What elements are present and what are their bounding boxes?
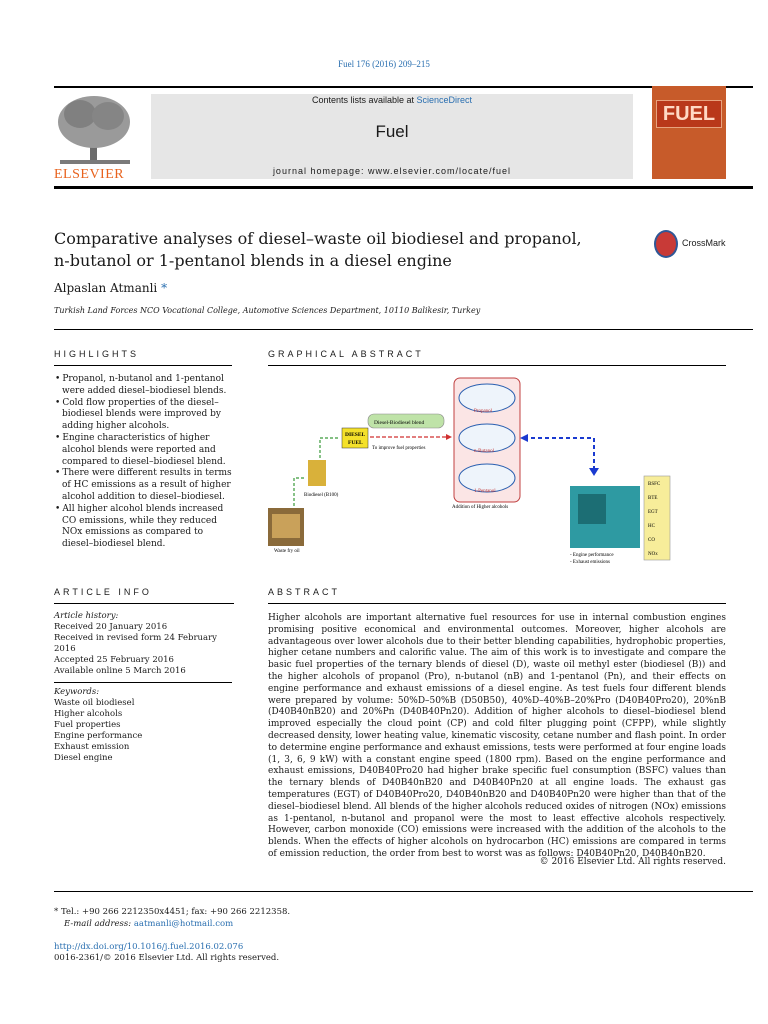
- publisher-name: ELSEVIER: [54, 167, 125, 182]
- footnote-rule: [54, 891, 753, 892]
- abstract-rule: [268, 603, 726, 604]
- keywords-rule: [54, 682, 232, 683]
- butanol-label: n-Butanol: [474, 449, 494, 454]
- article-info: [54, 611, 234, 764]
- abstract-text: Higher alcohols are important alternative fuel resources for use in internal combustion engines promising positive economical and environmental outcomes. Moreover, higher alcohols are advantageous over lower alcohols due to their better blending capabilities, hydrophobic properties, higher cetane numbers and calorific value. The aim of this work is to investigate and compare the basic fuel properties of the ternary blends of diesel (D), waste oil methyl ester (biodiesel (B)) and the higher alcohols of propanol (Pro), n-butanol (nB) and 1-pentanol (Pn), and their effects on engine performance and exhaust emissions of a diesel engine. As test fuels four different blends were prepared by volume: 50%D–50%B (D50B50), 40%D–40%B–20%Pro (D40B40Pro20), 20%nB (D40B40nB20) and 20%Pn (D40B40Pn20). Addition of higher alcohols to diesel–biodiesel blend improved especially the cloud point (CP) and cold filter plugging point (CFPP), while slightly decreased density, lower heating value, kinematic viscosity, cetane number and flash point. In order to determine engine performance and exhaust emissions, tests were performed at four engine loads (1, 3, 6, 9 kW) with a constant engine speed (1800 rpm). Based on the engine performance and exhaust emissions, D40B40Pro20 had higher brake specific fuel consumption (BSFC) values than the ternary blends of D40B40nB20 and D40B40Pn20 at all engine loads. The exhaust gas temperatures (EGT) of D40B40Pro20, D40B40nB20 and D40B40Pn20 were higher than that of the diesel–biodiesel blend. All blends of the higher alcohols reduced oxides of nitrogen (NOx) emissions as 1-pentanol, n-butanol and propanol were the most to least effective alcohols respectively. However, carbon monoxide (CO) emissions were increased with the addition of the alcohols to the blends. When the effects of higher alcohols on hydrocarbon (HC) emissions are compared in terms of emission reduction, the order from best to worst was as follows: D40B40Pn20, D40B40nB20.: [268, 613, 726, 859]
- outputs-box: [644, 476, 670, 560]
- exhaust-label: - Exhaust emissions: [570, 560, 610, 565]
- keyword: Waste oil biodiesel: [54, 698, 135, 708]
- output-item: CO: [648, 538, 655, 543]
- keywords-label: Keywords:: [54, 687, 100, 697]
- addition-label: Addition of Higher alcohols: [452, 505, 509, 510]
- section-rule: [54, 329, 753, 330]
- keyword: Engine performance: [54, 731, 143, 741]
- title-line-2: n-butanol or 1-pentanol blends in a diesel engine: [54, 251, 452, 270]
- journal-homepage[interactable]: journal homepage: www.elsevier.com/locate/fuel: [272, 166, 512, 176]
- keyword: Fuel properties: [54, 720, 121, 730]
- title-line-1: Comparative analyses of diesel–waste oil biodiesel and propanol,: [54, 229, 582, 248]
- contents-line: Contents lists available at ScienceDirect: [311, 95, 473, 105]
- output-item: HC: [648, 524, 655, 529]
- output-item: BTE: [648, 496, 658, 501]
- diesel-fuel-label-2: FUEL: [348, 440, 363, 446]
- author-footnote-mark[interactable]: *: [161, 281, 168, 295]
- blend-label: Diesel-Biodiesel blend: [374, 420, 425, 426]
- journal-citation: Fuel 176 (2016) 209–215: [338, 59, 430, 69]
- article-info-rule: [54, 603, 234, 604]
- highlight-item: • Cold flow properties of the diesel–biodiesel blends were improved by adding higher alcohols.: [54, 398, 232, 433]
- doi-block: [54, 942, 279, 964]
- highlight-item: • All higher alcohol blends increased CO emissions, while they reduced NOx emissions as compared to diesel–biodiesel blend.: [54, 504, 232, 551]
- highlights-list: [54, 374, 232, 551]
- biodiesel-label: Biodiesel (B100): [304, 493, 339, 498]
- author-affiliation: Turkish Land Forces NCO Vocational College, Automotive Sciences Department, 10110 Balikesir, Turkey: [54, 306, 481, 315]
- graphical-abstract-heading: GRAPHICAL ABSTRACT: [268, 349, 424, 359]
- corresponding-footnote: [54, 906, 290, 930]
- biodiesel-jar: [308, 460, 326, 486]
- output-item: EGT: [648, 510, 658, 515]
- keyword: Higher alcohols: [54, 709, 123, 719]
- highlights-heading: HIGHLIGHTS: [54, 349, 140, 359]
- sciencedirect-link[interactable]: ScienceDirect: [416, 95, 473, 105]
- waste-oil-label: Waste fry oil: [274, 549, 300, 554]
- perf-label: - Engine performance: [570, 553, 614, 558]
- graphical-abstract-rule: [268, 365, 726, 366]
- history-revised: Received in revised form 24 February 2016: [54, 633, 217, 654]
- article-info-heading: ARTICLE INFO: [54, 587, 152, 597]
- header-bottom-rule: [54, 186, 753, 189]
- issn-line: 0016-2361/© 2016 Elsevier Ltd. All rights reserved.: [54, 953, 280, 963]
- output-item: NOx: [648, 552, 658, 557]
- journal-cover-title: FUEL: [656, 100, 722, 128]
- footnote-tel: * Tel.: +90 266 2212350x4451; fax: +90 266 2212358.: [54, 907, 291, 917]
- improve-label: To improve fuel properties: [372, 446, 426, 451]
- doi-link[interactable]: http://dx.doi.org/10.1016/j.fuel.2016.02.076: [54, 942, 244, 952]
- pentanol-label: 1-Pentanol: [474, 489, 496, 494]
- diesel-fuel-label-1: DIESEL: [345, 432, 366, 438]
- graphical-abstract-figure: [268, 372, 726, 570]
- email-link[interactable]: aatmanli@hotmail.com: [133, 919, 234, 929]
- output-item: BSFC: [648, 482, 661, 487]
- crossmark-label[interactable]: CrossMark: [682, 238, 726, 248]
- highlight-item: • Engine characteristics of higher alcohol blends were reported and compared to diesel–biodiesel blend.: [54, 433, 232, 468]
- author-name: Alpaslan Atmanli *: [54, 281, 168, 295]
- highlight-item: • Propanol, n-butanol and 1-pentanol were added diesel–biodiesel blends.: [54, 374, 232, 398]
- history-received: Received 20 January 2016: [54, 622, 168, 632]
- history-accepted: Accepted 25 February 2016: [54, 655, 174, 665]
- footnote-email-line: E-mail address: aatmanli@hotmail.com: [64, 919, 234, 929]
- journal-name: Fuel: [375, 122, 409, 141]
- abstract-copyright: © 2016 Elsevier Ltd. All rights reserved.: [539, 857, 726, 867]
- abstract-heading: ABSTRACT: [268, 587, 341, 597]
- elsevier-tree-logo: [54, 92, 136, 166]
- highlight-item: • There were different results in terms of HC emissions as a result of higher alcohol addition to diesel–biodiesel.: [54, 468, 232, 503]
- crossmark-icon[interactable]: [654, 230, 678, 258]
- highlights-rule: [54, 365, 232, 366]
- keyword: Exhaust emission: [54, 742, 130, 752]
- header-top-rule: [54, 86, 753, 88]
- article-title: [54, 228, 614, 272]
- keyword: Diesel engine: [54, 753, 113, 763]
- history-label: Article history:: [54, 611, 119, 621]
- propanol-label: Propanol: [474, 409, 493, 414]
- history-online: Available online 5 March 2016: [54, 666, 186, 676]
